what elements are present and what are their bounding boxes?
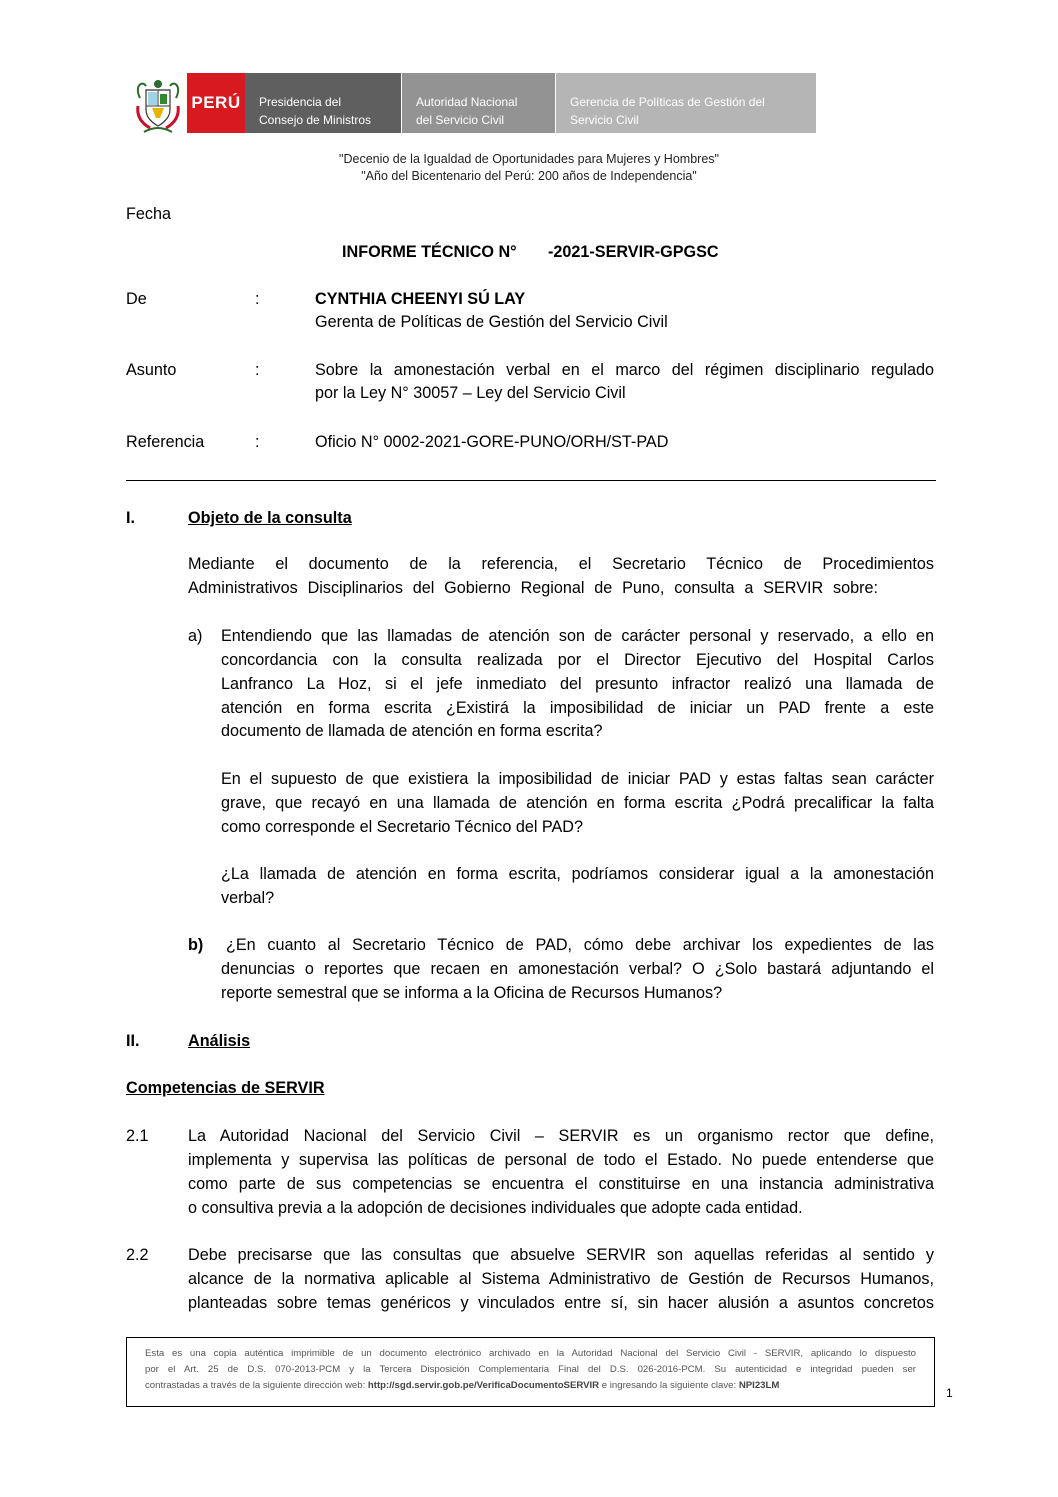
verification-link[interactable]: http://sgd.servir.gob.pe/VerificaDocumentoSERVIR	[367, 1380, 600, 1391]
item-a-p1-line-5: documento de llamada de atención en forma escrita?	[221, 722, 603, 740]
year-motto: "Año del Bicentenario del Perú: 200 años de Independencia"	[361, 169, 697, 183]
item-a-p2-line-1: En el supuesto de que existiera la imposibilidad de iniciar PAD y estas faltas sean carácter	[221, 770, 934, 788]
authenticity-footer	[126, 1337, 935, 1407]
fecha-label: Fecha	[126, 205, 171, 223]
item-a-p2-line-2: grave, que recayó en una llamada de atención en forma escrita ¿Podrá precalificar la falta	[221, 794, 934, 812]
servir-logo-block	[402, 73, 555, 133]
asunto-colon: :	[255, 361, 260, 379]
peru-logo-text: PERÚ	[191, 93, 241, 112]
peru-logo	[187, 73, 245, 133]
item-b-line-1: ¿En cuanto al Secretario Técnico de PAD, cómo debe archivar los expedientes de las	[226, 936, 934, 954]
section-1-title: Objeto de la consulta	[188, 509, 352, 527]
section-2-number: II.	[126, 1032, 140, 1050]
asunto-line-2: por la Ley N° 30057 – Ley del Servicio Civil	[315, 384, 626, 402]
gerencia-line-2: Servicio Civil	[570, 113, 639, 127]
page-number: 1	[946, 1386, 953, 1400]
para-2-2-line-2: alcance de la normativa aplicable al Sistema Administrativo de Gestión de Recursos Humanos,	[188, 1270, 934, 1288]
para-2-1-number: 2.1	[126, 1127, 149, 1145]
referencia-value: Oficio N° 0002-2021-GORE-PUNO/ORH/ST-PAD	[315, 433, 669, 451]
item-a-p1-line-2: concordancia con la consulta realizada por el Director Ejecutivo del Hospital Carlos	[221, 651, 934, 669]
item-b-line-2: denuncias o reportes que recaen en amonestación verbal? O ¿Solo bastará adjuntando el	[221, 960, 934, 978]
para-2-2-line-3: planteadas sobre temas genéricos y vinculados entre sí, sin hacer alusión a asuntos concretos	[188, 1294, 934, 1312]
footer-line-2: por el Art. 25 de D.S. 070-2013-PCM y la Tercera Disposición Complementaria Final del D.S. 026-2016-PCM. Su autenticidad e integridad pueden ser	[145, 1364, 916, 1375]
section-1-number: I.	[126, 509, 135, 527]
decade-motto: "Decenio de la Igualdad de Oportunidades para Mujeres y Hombres"	[339, 152, 719, 166]
para-2-1-line-2: implementa y supervisa las políticas de personal de todo el Estado. No puede entenderse que	[188, 1151, 934, 1169]
gerencia-line-1: Gerencia de Políticas de Gestión del	[570, 95, 765, 109]
footer-line-3-text-b: e ingresando la siguiente clave:	[599, 1380, 739, 1391]
intro-line-2: Administrativos Disciplinarios del Gobierno Regional de Puno, consulta a SERVIR sobre:	[188, 579, 878, 597]
item-a-p2-line-3: como corresponde el Secretario Técnico del PAD?	[221, 818, 584, 836]
para-2-2-number: 2.2	[126, 1246, 149, 1264]
sender-name: CYNTHIA CHEENYI SÚ LAY	[315, 290, 526, 308]
asunto-label: Asunto	[126, 361, 177, 379]
pcm-line-1: Presidencia del	[259, 95, 342, 109]
pcm-line-2: Consejo de Ministros	[259, 113, 372, 127]
sender-role: Gerenta de Políticas de Gestión del Servicio Civil	[315, 313, 668, 331]
servir-line-2: del Servicio Civil	[416, 113, 505, 127]
section-2-title: Análisis	[188, 1032, 251, 1050]
item-a-p1-line-4: atención en forma escrita ¿Existirá la imposibilidad de iniciar un PAD frente a este	[221, 699, 934, 717]
header-divider	[126, 480, 936, 481]
referencia-colon: :	[255, 433, 260, 451]
footer-line-3-text: contrastadas a través de la siguiente dirección web:	[145, 1380, 368, 1391]
de-colon: :	[255, 290, 260, 308]
referencia-label: Referencia	[126, 433, 205, 451]
item-a-p1-line-3: Lanfranco La Hoz, si el jefe inmediato del presunto infractor realizó una llamada de	[221, 675, 934, 693]
item-a-p3-line-1: ¿La llamada de atención en forma escrita, podríamos considerar igual a la amonestación	[221, 865, 934, 883]
national-coat-of-arms-icon	[132, 76, 184, 134]
de-label: De	[126, 290, 147, 308]
gerencia-logo-block	[556, 73, 816, 133]
intro-line-1: Mediante el documento de la referencia, el Secretario Técnico de Procedimientos	[188, 555, 934, 573]
asunto-line-1: Sobre la amonestación verbal en el marco del régimen disciplinario regulado	[315, 361, 934, 379]
pcm-logo-block	[245, 73, 401, 133]
item-b-line-3: reporte semestral que se informa a la Oficina de Recursos Humanos?	[221, 984, 723, 1002]
para-2-1-line-4: o consultiva previa a la adopción de decisiones individuales que adopte cada entidad.	[188, 1199, 803, 1217]
para-2-1-line-3: como parte de sus competencias se encuentra el constituirse en una instancia administrativa	[188, 1175, 934, 1193]
para-2-1-line-1: La Autoridad Nacional del Servicio Civil – SERVIR es un organismo rector que define,	[188, 1127, 934, 1145]
servir-line-1: Autoridad Nacional	[416, 95, 518, 109]
para-2-2-line-1: Debe precisarse que las consultas que absuelve SERVIR son aquellas referidas al sentido y	[188, 1246, 934, 1264]
item-a-p3-line-2: verbal?	[221, 889, 275, 907]
item-a-p1-line-1: Entendiendo que las llamadas de atención son de carácter personal y reservado, a ello en	[221, 627, 934, 645]
report-title-prefix: INFORME TÉCNICO N°	[342, 243, 517, 261]
report-title-suffix: -2021-SERVIR-GPGSC	[548, 243, 719, 261]
verification-key: NPI23LM	[738, 1380, 780, 1391]
item-b-label: b)	[188, 936, 204, 954]
footer-line-3	[145, 1378, 916, 1394]
item-a-label: a)	[188, 627, 203, 645]
footer-line-1: Esta es una copia auténtica imprimible de un documento electrónico archivado en la Autoridad Nacional del Servicio Civil - SERVIR, aplicando lo dispuesto	[145, 1348, 916, 1359]
competencias-subtitle: Competencias de SERVIR	[126, 1079, 325, 1097]
